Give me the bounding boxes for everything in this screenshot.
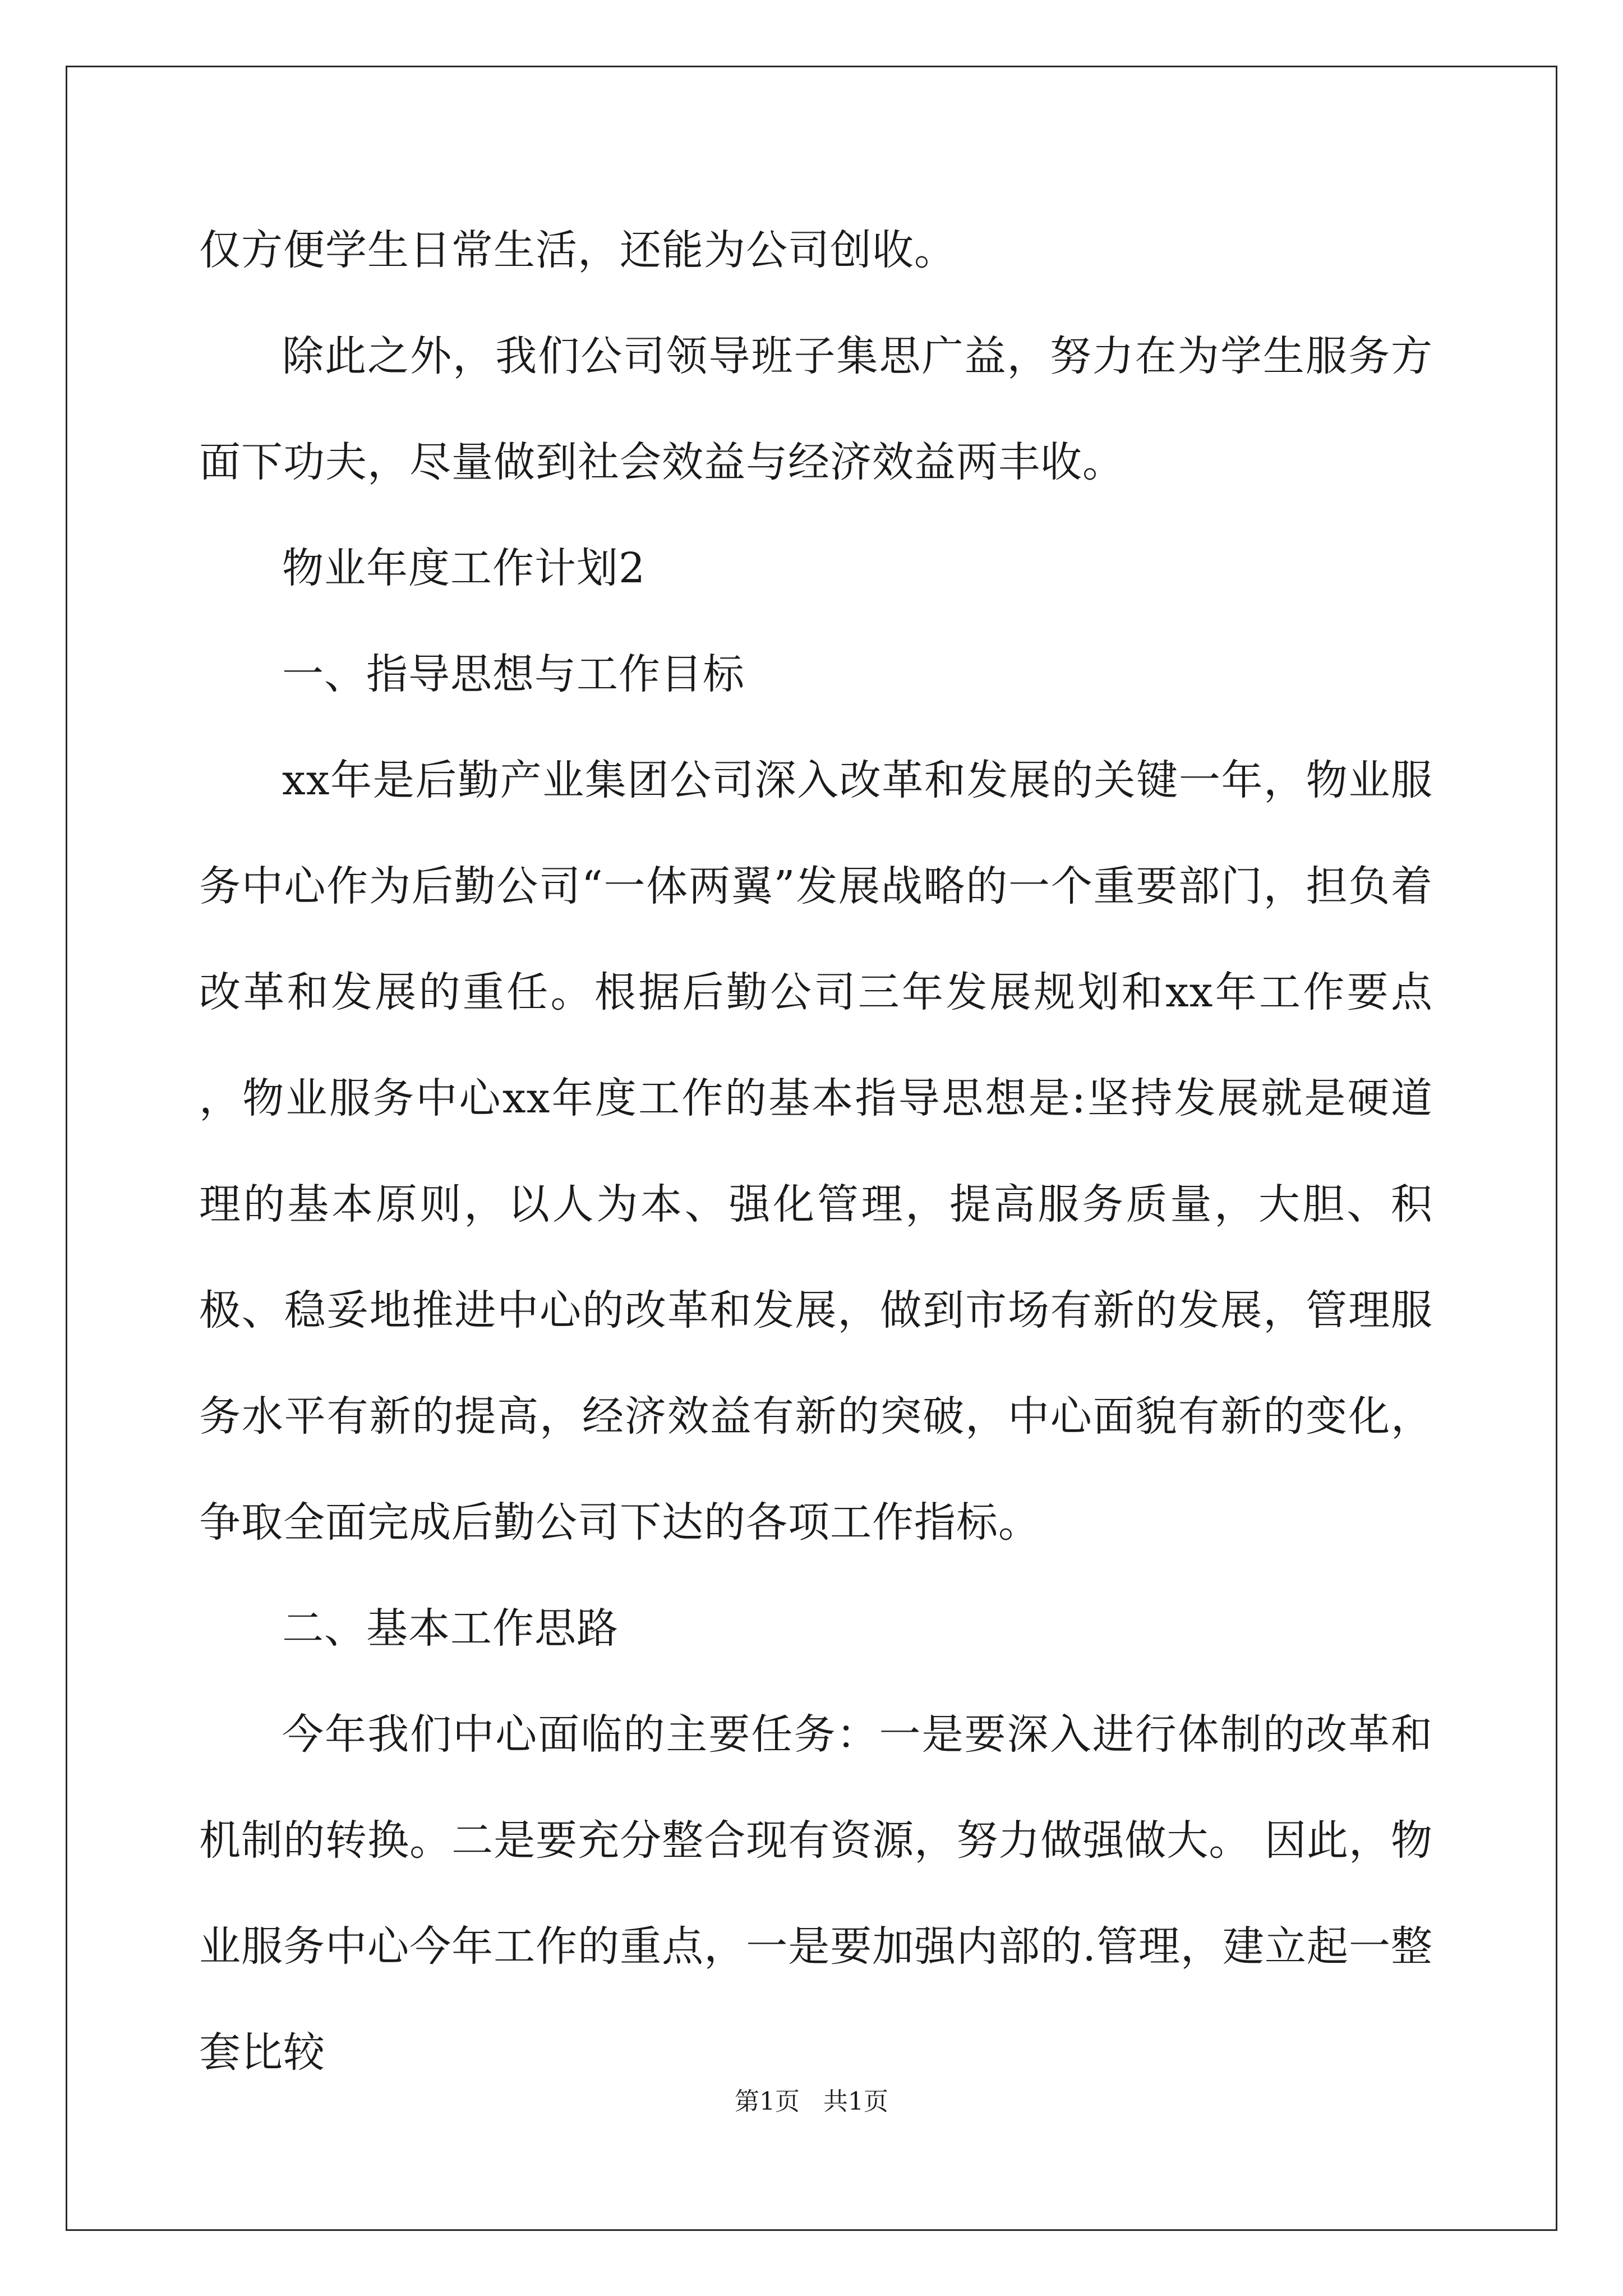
page-number: 第1页 共1页 [735,2087,888,2116]
paragraph: 仅方便学生日常生活，还能为公司创收。 [199,226,956,274]
document-body [199,197,1447,2106]
paragraph: 今年我们中心面临的主要任务：一是要深入进行体制的改革和机制的转换。二是要充分整合现有资源，努力做强做大。 因此，物业服务中心今年工作的重点，一是要加强内部的.管理，建立起一整套比较 [199,1710,1433,2077]
section-heading: 物业年度工作计划2 [282,544,646,592]
paragraph: xx年是后勤产业集团公司深入改革和发展的关键一年，物业服务中心作为后勤公司“一体两翼”发展战略的一个重要部门，担负着改革和发展的重任。根据后勤公司三年发展规划和xx年工作要点 ，物业服务中心xx年度工作的基本指导思想是:坚持发展就是硬道理的基本原则，以人为本、强化管理，提高服务质量，大胆、积极、稳妥地推进中心的改革和发展，做到市场有新的发展，管理服务水平有新的提高，经济效益有新的突破，中心面貌有新的变化，争取全面完成后勤公司下达的各项工作指标。 [199,756,1447,1547]
section-heading: 一、指导思想与工作目标 [282,650,745,698]
section-heading: 二、基本工作思路 [282,1604,619,1653]
page-footer [0,2081,1623,2117]
paragraph: 除此之外，我们公司领导班子集思广益，努力在为学生服务方面下功夫，尽量做到社会效益与经济效益两丰收。 [199,332,1433,486]
